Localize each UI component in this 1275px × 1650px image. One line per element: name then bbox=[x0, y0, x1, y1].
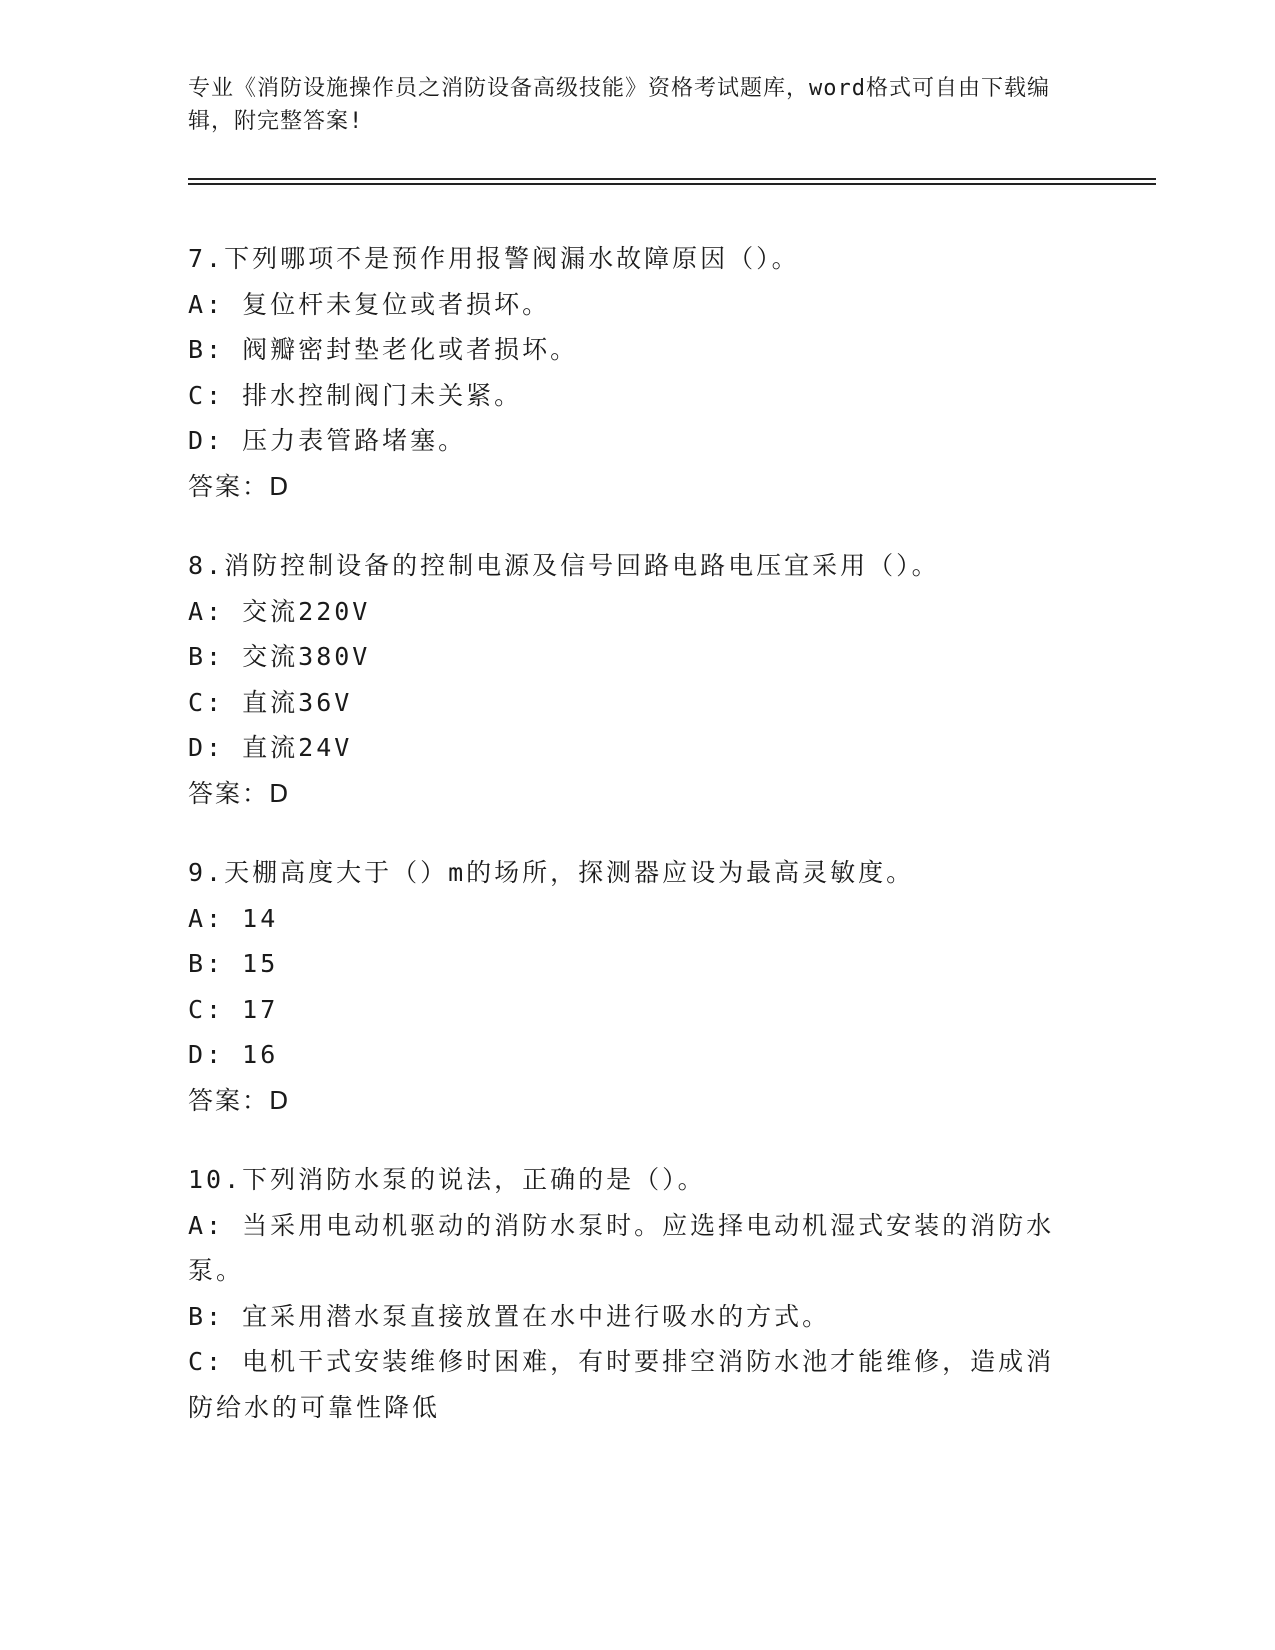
answer: 答案：D bbox=[188, 471, 291, 501]
option-a: A: 复位杆未复位或者损坏。 bbox=[188, 289, 551, 319]
option-d: D: 压力表管路堵塞。 bbox=[188, 426, 467, 455]
question-stem: 9.天棚高度大于（）m的场所，探测器应设为最高灵敏度。 bbox=[188, 858, 915, 887]
option-c: C: 电机干式安装维修时困难，有时要排空消防水池才能维修，造成消防给水的可靠性降低 bbox=[188, 1347, 1055, 1422]
question-9 bbox=[188, 850, 1078, 1123]
option-a: A: 当采用电动机驱动的消防水泵时。应选择电动机湿式安装的消防水泵。 bbox=[188, 1210, 1055, 1285]
question-8 bbox=[188, 543, 1078, 816]
option-d: D: 直流24V bbox=[188, 733, 353, 762]
question-7 bbox=[188, 236, 1078, 509]
option-b: B: 15 bbox=[188, 949, 279, 978]
question-10 bbox=[188, 1157, 1078, 1430]
question-list bbox=[188, 236, 1078, 1464]
option-a: A: 14 bbox=[188, 903, 279, 933]
header-rule-bottom bbox=[188, 183, 1156, 185]
option-c: C: 17 bbox=[188, 994, 279, 1024]
document-header: 专业《消防设施操作员之消防设备高级技能》资格考试题库，word格式可自由下载编辑，附完整答案! bbox=[188, 76, 1050, 134]
option-b: B: 宜采用潜水泵直接放置在水中进行吸水的方式。 bbox=[188, 1301, 831, 1331]
option-d: D: 16 bbox=[188, 1040, 279, 1069]
answer: 答案：D bbox=[188, 778, 291, 808]
option-b: B: 交流380V bbox=[188, 642, 371, 671]
header-rule-top bbox=[188, 178, 1156, 180]
answer: 答案：D bbox=[188, 1085, 291, 1115]
question-stem: 7.下列哪项不是预作用报警阀漏水故障原因（）。 bbox=[188, 244, 800, 273]
option-b: B: 阀瓣密封垫老化或者损坏。 bbox=[188, 335, 579, 364]
option-a: A: 交流220V bbox=[188, 596, 371, 626]
question-stem: 8.消防控制设备的控制电源及信号回路电路电压宜采用（）。 bbox=[188, 551, 940, 580]
question-stem: 10.下列消防水泵的说法，正确的是（）。 bbox=[188, 1165, 706, 1194]
option-c: C: 直流36V bbox=[188, 687, 353, 717]
option-c: C: 排水控制阀门未关紧。 bbox=[188, 380, 523, 410]
